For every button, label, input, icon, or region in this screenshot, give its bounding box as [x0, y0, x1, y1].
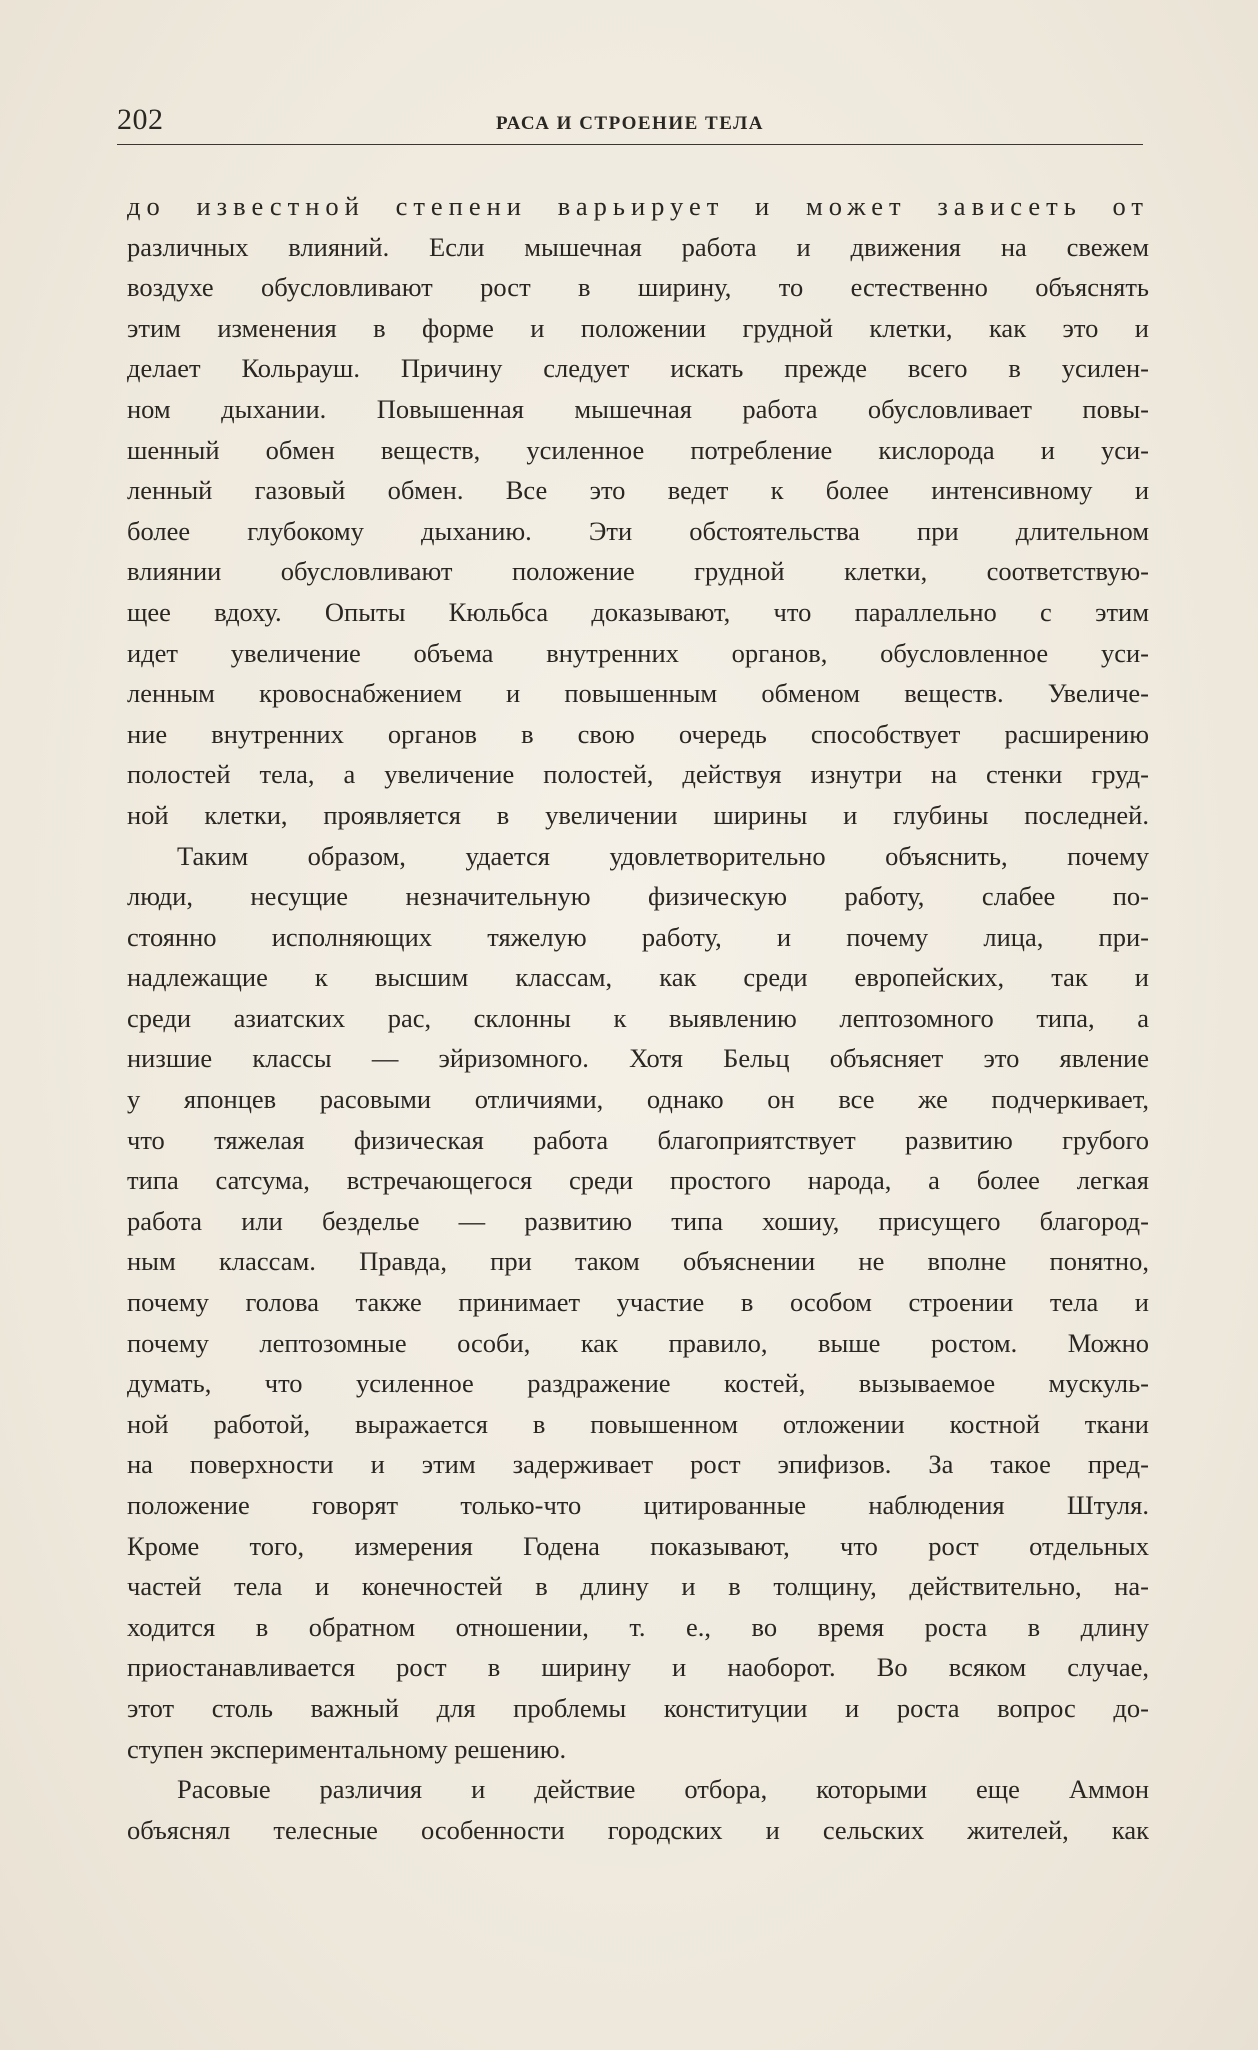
text-line: различных влияний. Если мышечная работа и движения на свежем [127, 231, 1149, 262]
text-line: ходится в обратном отношении, т. е., во время роста в длину [127, 1611, 1149, 1642]
page-number: 202 [117, 103, 164, 136]
text-line: среди азиатских рас, склонны к выявлению лептозомного типа, а [127, 1002, 1149, 1033]
text-line: ном дыхании. Повышенная мышечная работа обусловливает повы- [127, 393, 1149, 424]
text-line: этим изменения в форме и положении грудной клетки, как это и [127, 312, 1149, 343]
text-line: до известной степени варьирует и может зависеть от [127, 191, 1149, 221]
header-rule [117, 144, 1143, 145]
text-line: стоянно исполняющих тяжелую работу, и почему лица, при- [127, 921, 1149, 952]
text-line: почему голова также принимает участие в особом строении тела и [127, 1287, 1149, 1318]
text-line: ной клетки, проявляется в увеличении ширины и глубины последней. [127, 799, 1149, 830]
text-line: ступен экспериментальному решению. [127, 1733, 567, 1764]
text-line: воздухе обусловливают рост в ширину, то естественно объяснять [127, 272, 1149, 303]
paragraph [127, 836, 1149, 1770]
paragraph [127, 1769, 1149, 1850]
paragraph [127, 186, 1149, 836]
text-line: более глубокому дыханию. Эти обстоятельства при длительном [127, 515, 1149, 546]
page-header [117, 100, 1143, 144]
text-line: приостанавливается рост в ширину и наоборот. Во всяком случае, [127, 1652, 1149, 1683]
text-line: работа или безделье — развитию типа хошиу, присущего благород- [127, 1205, 1149, 1236]
text-line: частей тела и конечностей в длину и в толщину, действительно, на- [127, 1571, 1149, 1602]
text-line: люди, несущие незначительную физическую работу, слабее по- [127, 881, 1149, 912]
text-line: типа сатсума, встречающегося среди простого народа, а более легкая [127, 1165, 1149, 1196]
text-line: думать, что усиленное раздражение костей, вызываемое мускуль- [127, 1368, 1149, 1399]
text-line: низшие классы — эйризомного. Хотя Бельц объясняет это явление [127, 1043, 1149, 1074]
text-line: ленный газовый обмен. Все это ведет к более интенсивному и [127, 475, 1149, 506]
text-line: положение говорят только-что цитированные наблюдения Штуля. [127, 1490, 1149, 1520]
text-line: объяснял телесные особенности городских и сельских жителей, как [127, 1814, 1149, 1845]
text-line: ленным кровоснабжением и повышенным обменом веществ. Увеличе- [127, 678, 1149, 709]
text-line: ние внутренних органов в свою очередь способствует расширению [127, 718, 1149, 749]
text-line: что тяжелая физическая работа благоприятствует развитию грубого [127, 1124, 1149, 1155]
text-line: щее вдоху. Опыты Кюльбса доказывают, что параллельно с этим [127, 596, 1149, 627]
body-text [127, 186, 1149, 1850]
text-line: шенный обмен веществ, усиленное потребление кислорода и уси- [127, 434, 1149, 465]
text-line: делает Кольрауш. Причину следует искать прежде всего в усилен- [127, 353, 1149, 384]
text-line: на поверхности и этим задерживает рост эпифизов. За такое пред- [127, 1449, 1149, 1480]
text-line: надлежащие к высшим классам, как среди европейских, так и [127, 962, 1149, 993]
text-line: почему лептозомные особи, как правило, выше ростом. Можно [127, 1327, 1149, 1358]
text-line: у японцев расовыми отличиями, однако он все же подчеркивает, [127, 1084, 1149, 1115]
text-line: Расовые различия и действие отбора, которыми еще Аммон [177, 1774, 1149, 1805]
text-line: Таким образом, удается удовлетворительно объяснить, почему [177, 840, 1149, 871]
text-line: этот столь важный для проблемы конституции и роста вопрос до- [127, 1692, 1149, 1723]
running-title: РАСА И СТРОЕНИЕ ТЕЛА [495, 113, 765, 134]
text-line: ной работой, выражается в повышенном отложении костной ткани [127, 1408, 1149, 1439]
text-line: идет увеличение объема внутренних органов, обусловленное уси- [127, 637, 1149, 668]
text-line: ным классам. Правда, при таком объяснении не вполне понятно, [127, 1246, 1149, 1277]
text-line: Кроме того, измерения Годена показывают, что рост отдельных [127, 1530, 1149, 1561]
text-line: влиянии обусловливают положение грудной клетки, соответствую- [127, 556, 1149, 587]
text-line: полостей тела, а увеличение полостей, действуя изнутри на стенки груд- [127, 759, 1149, 790]
